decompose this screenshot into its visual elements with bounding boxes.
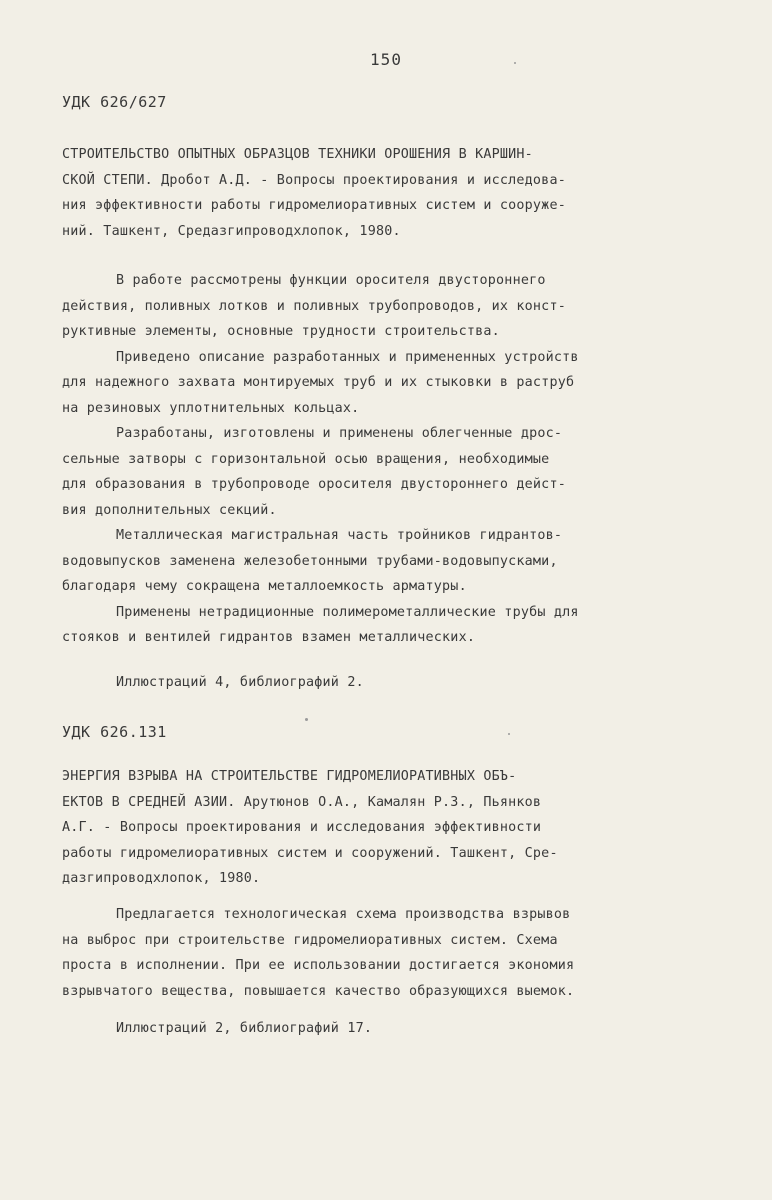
abstract-line: взрывчатого вещества, повышается качество образующихся выемок.: [62, 983, 575, 999]
abstract-line: на выброс при строительстве гидромелиоративных систем. Схема: [62, 932, 558, 948]
illustrations-note: [62, 1016, 702, 1042]
entry-heading: [62, 764, 702, 892]
udk-code: УДК 626.131: [62, 723, 167, 741]
abstract-line: благодаря чему сокращена металлоемкость арматуры.: [62, 579, 467, 594]
abstract-line: Разработаны, изготовлены и применены облегченные дрос-: [116, 426, 563, 441]
entry-abstract: [62, 268, 702, 651]
heading-line: ний. Ташкент, Средазгипроводхлопок, 1980.: [62, 223, 401, 239]
entry-heading: [62, 142, 702, 244]
abstract-line: В работе рассмотрены функции оросителя двустороннего: [116, 273, 546, 288]
heading-line: ния эффективности работы гидромелиоративных систем и сооруже-: [62, 198, 566, 213]
heading-line: СКОЙ СТЕПИ. Дробот А.Д. - Вопросы проектирования и исследова-: [62, 172, 566, 188]
abstract-line: проста в исполнении. При ее использовании достигается экономия: [62, 958, 575, 973]
heading-line: СТРОИТЕЛЬСТВО ОПЫТНЫХ ОБРАЗЦОВ ТЕХНИКИ ОРОШЕНИЯ В КАРШИН-: [62, 147, 533, 162]
abstract-line: водовыпусков заменена железобетонными трубами-водовыпусками,: [62, 553, 558, 569]
paper-speck: [305, 718, 308, 721]
abstract-line: Металлическая магистральная часть тройников гидрантов-: [116, 528, 563, 543]
abstract-line: на резиновых уплотнительных кольцах.: [62, 400, 360, 416]
abstract-line: Приведено описание разработанных и примененных устройств: [116, 349, 579, 365]
abstract-line: руктивные элементы, основные трудности строительства.: [62, 324, 500, 339]
heading-line: ЕКТОВ В СРЕДНЕЙ АЗИИ. Арутюнов О.А., Камалян Р.З., Пьянков: [62, 794, 542, 810]
paper-speck: [508, 733, 510, 735]
abstract-line: стояков и вентилей гидрантов взамен металлических.: [62, 630, 476, 645]
illustrations-text: Иллюстраций 2, библиографий 17.: [116, 1021, 373, 1036]
heading-line: ЭНЕРГИЯ ВЗРЫВА НА СТРОИТЕЛЬСТВЕ ГИДРОМЕЛИОРАТИВНЫХ ОБЪ-: [62, 769, 517, 784]
illustrations-note: [62, 670, 702, 696]
page-number: 150: [370, 50, 402, 69]
paper-speck: [514, 62, 516, 64]
illustrations-text: Иллюстраций 4, библиографий 2.: [116, 675, 364, 690]
abstract-line: вия дополнительных секций.: [62, 502, 277, 518]
heading-line: дазгипроводхлопок, 1980.: [62, 871, 261, 886]
abstract-line: сельные затворы с горизонтальной осью вращения, необходимые: [62, 451, 550, 467]
heading-line: А.Г. - Вопросы проектирования и исследования эффективности: [62, 820, 542, 835]
abstract-line: Применены нетрадиционные полимерометаллические трубы для: [116, 604, 579, 620]
abstract-line: действия, поливных лотков и поливных трубопроводов, их конст-: [62, 298, 566, 314]
udk-code: УДК 626/627: [62, 93, 167, 111]
abstract-line: для надежного захвата монтируемых труб и их стыковки в раструб: [62, 375, 575, 390]
entry-abstract: [62, 902, 702, 1004]
abstract-line: для образования в трубопроводе оросителя двустороннего дейст-: [62, 477, 566, 492]
heading-line: работы гидромелиоративных систем и сооружений. Ташкент, Сре-: [62, 845, 558, 861]
abstract-line: Предлагается технологическая схема производства взрывов: [116, 907, 571, 922]
